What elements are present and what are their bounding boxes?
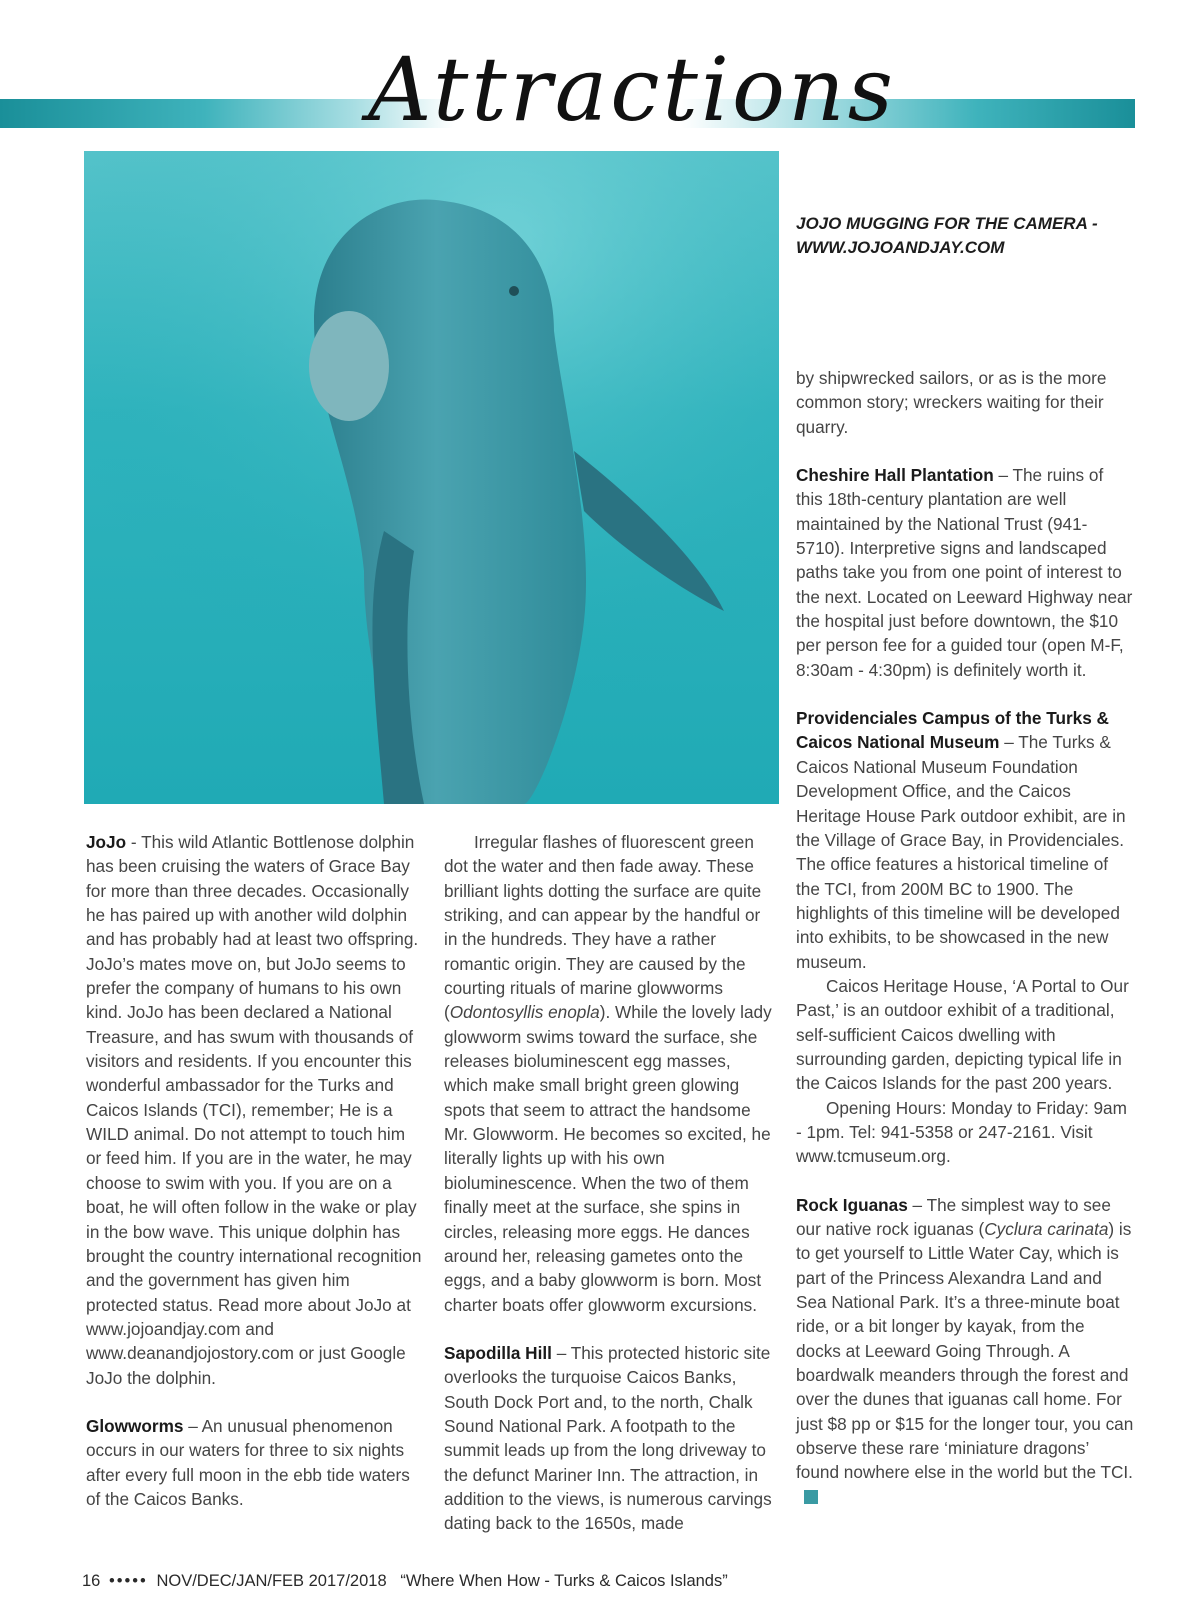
- jojo-heading: JoJo: [86, 832, 127, 852]
- glowworms-heading: Glowworms: [86, 1415, 184, 1436]
- issue-date: NOV/DEC/JAN/FEB 2017/2018: [156, 1572, 387, 1590]
- heritage-paragraph: Caicos Heritage House, ‘A Portal to Our Past,’ is an outdoor exhibit of a traditional, self-sufficient Caicos dwelling with surrounding garden, depicting typical life in the Caicos Islands for the past 200 years.: [796, 975, 1129, 1094]
- jojo-body: - This wild Atlantic Bottlenose dolphin has been cruising the waters of Grace Bay for more than three decades. Occasionally he has paired up with another wild dolphin and has probably had at least two offspring. JoJo’s mates move on, but JoJo seems to prefer the company of humans to his own kind. JoJo has been declared a National Treasure, and has swum with thousands of visitors and residents. If you encounter this wonderful ambassador for the Turks and Caicos Islands (TCI), remember; He is a WILD animal. Do not attempt to touch him or feed him. If you are in the water, he may choose to swim with you. If you are on a boat, he will often follow in the wake or play in the bow wave. This unique dolphin has brought the country international recognition and the government has given him protected status. Read more about JoJo at www.jojoandjay.com and www.deanandjojostory.com or just Google JoJo the dolphin.: [86, 832, 422, 1388]
- iguanas-paragraph: [796, 1193, 1134, 1509]
- glowworms-text-1: Irregular flashes of fluorescent green dot the water and then fade away. These brilliant lights dotting the surface are quite striking, and can appear by the handful or in the hundreds. They have a rather romantic origin. They are caused by the courting rituals of marine glowworms (: [444, 832, 762, 1023]
- publication-name: “Where When How - Turks & Caicos Islands”: [400, 1572, 728, 1590]
- cheshire-body: – The ruins of this 18th-century plantation are well maintained by the National Trust (941-5710). Interpretive signs and landscaped paths take you from one point of interest to the next. Located on Leeward Highway near the hospital just before downtown, the $10 per person fee for a guided tour (open M-F, 8:30am - 4:30pm) is definitely worth it.: [796, 465, 1133, 680]
- glowworms-body: – An unusual phenomenon occurs in our waters for three to six nights after every full moon in the ebb tide waters of the Caicos Banks.: [86, 1415, 410, 1509]
- dolphin-photo: [84, 151, 779, 804]
- glowworms-text-2: ). While the lovely lady glowworm swims toward the surface, she releases bioluminescent egg masses, which make small bright green glowing spots that seem to attract the handsome Mr. Glowworm. He becomes so excited, he literally lights up with his own bioluminescence. When the two of them finally meet at the surface, she spins in circles, releasing more eggs. He dances around her, releasing gametes onto the eggs, and a baby glowworm is born. Most charter boats offer glowworm excursions.: [444, 1002, 772, 1315]
- sapodilla-paragraph: [444, 1341, 776, 1536]
- iguanas-heading: Rock Iguanas: [796, 1194, 908, 1215]
- column-3: [796, 366, 1134, 1509]
- cheshire-heading: Cheshire Hall Plantation: [796, 465, 994, 486]
- footer-dots: •••••: [108, 1572, 148, 1590]
- sapodilla-body: – This protected historic site overlooks the turquoise Caicos Banks, South Dock Port and, to the north, Chalk Sound National Park. A footpath to the summit leads up from the long driveway to the defunct Mariner Inn. The attraction, in addition to the views, is numerous carvings dating back to the 1650s, made: [444, 1342, 772, 1534]
- museum-body: – The Turks & Caicos National Museum Foundation Development Office, and the Caicos Heritage House Park outdoor exhibit, are in the Village of Grace Bay, in Providenciales. The office features a historical timeline of the TCI, from 200M BC to 1900. The highlights of this timeline will be developed into exhibits, to be showcased in the new museum.: [796, 732, 1126, 972]
- cheshire-paragraph: [796, 463, 1134, 682]
- hours-paragraph: Opening Hours: Monday to Friday: 9am - 1pm. Tel: 941-5358 or 247-2161. Visit www.tcmuseum.org.: [796, 1097, 1127, 1167]
- photo-caption: JOJO MUGGING FOR THE CAMERA - WWW.JOJOANDJAY.COM: [796, 214, 1098, 257]
- museum-heading: Providenciales Campus of the Turks & Caicos National Museum: [796, 708, 1109, 753]
- species-name: Odontosyllis enopla: [449, 1002, 600, 1023]
- sapodilla-heading: Sapodilla Hill: [444, 1342, 552, 1363]
- iguana-species: Cyclura carinata: [984, 1219, 1109, 1239]
- iguanas-text-2: ) is to get yourself to Little Water Cay, which is part of the Princess Alexandra Land and Sea National Park. It’s a three-minute boat ride, or a bit longer by kayak, from the docks at Leeward Going Through. A boardwalk meanders through the forest and over the dunes that iguanas call home. For just $8 pp or $15 for the longer tour, you can observe these rare ‘miniature dragons’ found nowhere else in the world but the TCI.: [796, 1219, 1134, 1483]
- iguanas-text-1: – The simplest way to see our native rock iguanas (: [796, 1194, 1111, 1239]
- glowworms-continued-paragraph: [444, 830, 776, 1317]
- column-2: [444, 830, 776, 1536]
- glowworms-paragraph: [86, 1414, 424, 1511]
- end-square-icon: [804, 1490, 818, 1504]
- page-number: 16: [82, 1572, 101, 1590]
- dolphin-photo-icon: [84, 151, 779, 804]
- continued-paragraph: by shipwrecked sailors, or as is the more common story; wreckers waiting for their quarry.: [796, 368, 1107, 437]
- page-title: Attractions: [368, 38, 896, 141]
- jojo-paragraph: [86, 830, 424, 1390]
- museum-paragraph: [796, 706, 1134, 974]
- page-footer: [82, 1572, 728, 1591]
- column-1: [86, 830, 424, 1511]
